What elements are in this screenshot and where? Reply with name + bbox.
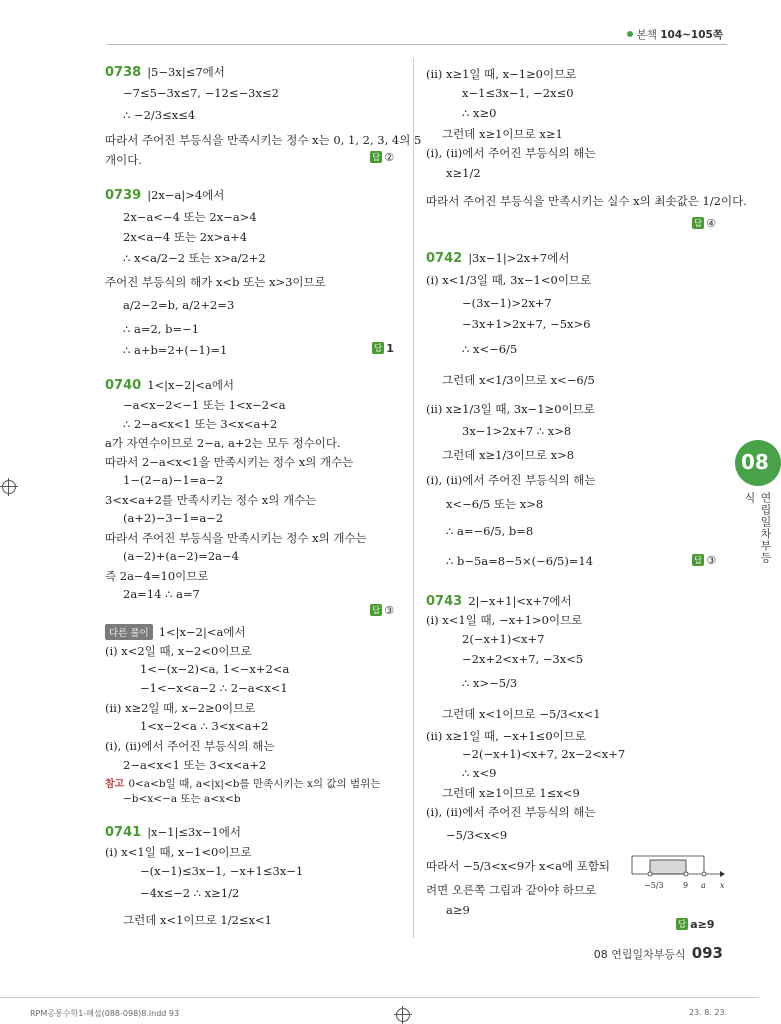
text-line: 개이다. <box>105 153 142 167</box>
note-line: −b<x<−a 또는 a<x<b <box>123 793 241 805</box>
chapter-tab <box>735 440 772 570</box>
text-line: (ⅰ), (ⅱ)에서 주어진 부등식의 해는 <box>105 739 275 753</box>
math-line: −(3x−1)>2x+7 <box>462 296 552 310</box>
tick-label: −5/3 <box>644 881 664 890</box>
math-line: ∴ a=2, b=−1 <box>123 322 200 336</box>
math-line: ∴ x<a/2−2 또는 x>a/2+2 <box>123 251 266 265</box>
text-line: (ⅱ) x≥1/3일 때, 3x−1≥0이므로 <box>426 402 595 416</box>
text-line: 3<x<a+2를 만족시키는 정수 x의 개수는 <box>105 493 317 507</box>
math-line: x−1≤3x−1, −2x≤0 <box>462 86 574 100</box>
text-line: 따라서 주어진 부등식을 만족시키는 정수 x는 0, 1, 2, 3, 4의 5 <box>105 133 422 147</box>
problem-0741-line-0: 0741 |x−1|≤3x−1에서 <box>105 825 241 840</box>
math-line: ∴ x<9 <box>462 766 497 780</box>
slug-file: RPM공통수학1-해설(088-098)8.indd 93 <box>30 1009 180 1018</box>
text-line: (ⅱ) x≥1일 때, −x+1≤0이므로 <box>426 729 586 743</box>
text-line: 따라서 −5/3<x<9가 x<a에 포함되 <box>426 859 611 873</box>
math-line: ∴ x<−6/5 <box>462 342 518 356</box>
registration-mark-icon <box>2 480 16 494</box>
answer-0739: 답 1 <box>374 342 394 355</box>
math-line: (a−2)+(a−2)=2a−4 <box>123 549 239 563</box>
problem-0743-line-0: 0743 2|−x+1|<x+7에서 <box>426 594 572 609</box>
bullet-icon <box>627 31 633 37</box>
math-line: ∴ a+b=2+(−1)=1 <box>123 343 228 357</box>
other-solution-badge: 다른 풀이 <box>105 624 153 640</box>
text-line: (ⅰ) x<1/3일 때, 3x−1<0이므로 <box>426 273 592 287</box>
math-line: 그런데 x<1이므로 −5/3<x<1 <box>442 707 601 721</box>
math-line: 그런데 x<1이므로 1/2≤x<1 <box>123 913 272 927</box>
text-line: (ⅰ), (ⅱ)에서 주어진 부등식의 해는 <box>426 805 596 819</box>
math-line: 2x−a<−4 또는 2x−a>4 <box>123 210 257 224</box>
math-line: −7≤5−3x≤7, −12≤−3x≤2 <box>123 86 279 100</box>
text-line: (ⅰ), (ⅱ)에서 주어진 부등식의 해는 <box>426 473 596 487</box>
answer-0741: 답 ④ <box>694 217 717 230</box>
answer-0743: 답 a≥9 <box>678 918 715 931</box>
answer-badge-icon: 답 <box>372 153 381 163</box>
other-solution-head: 다른 풀이 1<|x−2|<a에서 <box>105 624 246 640</box>
page-footer <box>594 944 723 962</box>
math-line: (a+2)−3−1=a−2 <box>123 511 224 525</box>
text-line: 따라서 주어진 부등식을 만족시키는 실수 x의 최솟값은 1/2이다. <box>426 194 747 208</box>
math-line: x<−6/5 또는 x>8 <box>446 497 544 511</box>
problem-0742-line-0: 0742 |3x−1|>2x+7에서 <box>426 251 570 266</box>
chapter-title: 연립일차부등식 <box>743 492 772 564</box>
math-line: −2x+2<x+7, −3x<5 <box>462 652 584 666</box>
tick-label: a <box>701 881 706 890</box>
crop-rule <box>0 997 759 998</box>
math-line: 1−(2−a)−1=a−2 <box>123 473 224 487</box>
text-line: (ⅱ) x≥1일 때, x−1≥0이므로 <box>426 67 577 81</box>
math-line: ∴ −2/3≤x≤4 <box>123 108 196 122</box>
text-line: (ⅰ) x<2일 때, x−2<0이므로 <box>105 644 252 658</box>
registration-mark-icon <box>396 1008 410 1022</box>
math-line: 2−a<x<1 또는 3<x<a+2 <box>123 758 267 772</box>
math-line: ∴ b−5a=8−5×(−6/5)=14 <box>446 554 594 568</box>
answer-0738: 답 ② <box>372 151 395 164</box>
math-line: 2x<a−4 또는 2x>a+4 <box>123 230 248 244</box>
open-point <box>684 872 688 876</box>
math-line: −4x≤−2 ∴ x≥1/2 <box>140 886 240 900</box>
axis-label: x <box>720 881 725 890</box>
page-number: 093 <box>691 944 723 962</box>
math-line: −1<−x<a−2 ∴ 2−a<x<1 <box>140 681 288 695</box>
answer-0740: 답 ③ <box>372 604 395 617</box>
slug-date: 23. 8. 23. <box>689 1008 728 1017</box>
math-line: a≥9 <box>446 903 470 917</box>
math-line: 그런데 x<1/3이므로 x<−6/5 <box>442 373 595 387</box>
note-label: 참고 <box>105 779 125 790</box>
math-line: 3x−1>2x+7 ∴ x>8 <box>462 424 572 438</box>
open-point <box>648 872 652 876</box>
open-point <box>702 872 706 876</box>
math-line: 1<−(x−2)<a, 1<−x+2<a <box>140 662 290 676</box>
text-line: (ⅰ), (ⅱ)에서 주어진 부등식의 해는 <box>426 146 596 160</box>
chapter-badge: 08 <box>735 440 781 486</box>
math-line: 그런데 x≥1/3이므로 x>8 <box>442 448 575 462</box>
footer-section: 08 연립일차부등식 <box>593 948 686 961</box>
header-rule <box>107 44 727 45</box>
math-line: −5/3<x<9 <box>446 828 508 842</box>
text-line: 즉 2a−4=10이므로 <box>105 569 209 583</box>
answer-badge-icon: 답 <box>372 606 381 616</box>
problem-number: 0739 <box>105 188 142 203</box>
text-line: 따라서 2−a<x<1을 만족시키는 정수 x의 개수는 <box>105 455 354 469</box>
problem-number: 0741 <box>105 825 142 840</box>
math-line: ∴ x≥0 <box>462 106 497 120</box>
header-pages: 104~105쪽 <box>660 29 723 41</box>
answer-badge-icon: 답 <box>694 219 703 229</box>
text-line: (ⅰ) x<1일 때, x−1<0이므로 <box>105 845 252 859</box>
answer-badge-icon: 답 <box>678 920 687 930</box>
note-line: 참고 0<a<b일 때, a<|x|<b를 만족시키는 x의 값의 범위는 <box>105 778 381 790</box>
math-line: ∴ 2−a<x<1 또는 3<x<a+2 <box>123 417 278 431</box>
problem-0740-line-0: 0740 1<|x−2|<a에서 <box>105 378 235 393</box>
solution-region <box>650 860 686 874</box>
text-line: 따라서 주어진 부등식을 만족시키는 정수 x의 개수는 <box>105 531 367 545</box>
text-line: (ⅰ) x<1일 때, −x+1>0이므로 <box>426 613 583 627</box>
math-line: 그런데 x≥1이므로 1≤x<9 <box>442 786 580 800</box>
axis-arrow-icon <box>720 871 725 877</box>
math-line: x≥1/2 <box>446 166 481 180</box>
problem-number: 0743 <box>426 594 463 609</box>
math-line: −a<x−2<−1 또는 1<x−2<a <box>123 398 286 412</box>
math-line: a/2−2=b, a/2+2=3 <box>123 298 235 312</box>
tick-label: 9 <box>683 881 689 890</box>
column-divider <box>413 58 414 938</box>
math-line: 그런데 x≥1이므로 x≥1 <box>442 127 563 141</box>
problem-number: 0742 <box>426 251 463 266</box>
answer-0742: 답 ③ <box>694 554 717 567</box>
problem-0738-line-0: 0738 |5−3x|≤7에서 <box>105 65 225 80</box>
answer-badge-icon: 답 <box>694 556 703 566</box>
math-line: −2(−x+1)<x+7, 2x−2<x+7 <box>462 747 626 761</box>
number-line-figure <box>628 850 728 900</box>
header-book: 본책 <box>636 29 657 41</box>
math-line: −3x+1>2x+7, −5x>6 <box>462 317 591 331</box>
math-line: 2a=14 ∴ a=7 <box>123 587 200 601</box>
math-line: −(x−1)≤3x−1, −x+1≤3x−1 <box>140 864 304 878</box>
text-line: 주어진 부등식의 해가 x<b 또는 x>3이므로 <box>105 275 326 289</box>
problem-number: 0738 <box>105 65 142 80</box>
problem-0739-line-0: 0739 |2x−a|>4에서 <box>105 188 225 203</box>
math-line: ∴ x>−5/3 <box>462 676 518 690</box>
answer-badge-icon: 답 <box>374 344 383 354</box>
text-line: a가 자연수이므로 2−a, a+2는 모두 정수이다. <box>105 436 341 450</box>
text-line: (ⅱ) x≥2일 때, x−2≥0이므로 <box>105 701 256 715</box>
problem-number: 0740 <box>105 378 142 393</box>
math-line: 1<x−2<a ∴ 3<x<a+2 <box>140 719 269 733</box>
math-line: ∴ a=−6/5, b=8 <box>446 524 534 538</box>
math-line: 2(−x+1)<x+7 <box>462 632 545 646</box>
text-line: 려면 오른쪽 그림과 같아야 하므로 <box>426 883 597 897</box>
page-header <box>627 27 723 42</box>
